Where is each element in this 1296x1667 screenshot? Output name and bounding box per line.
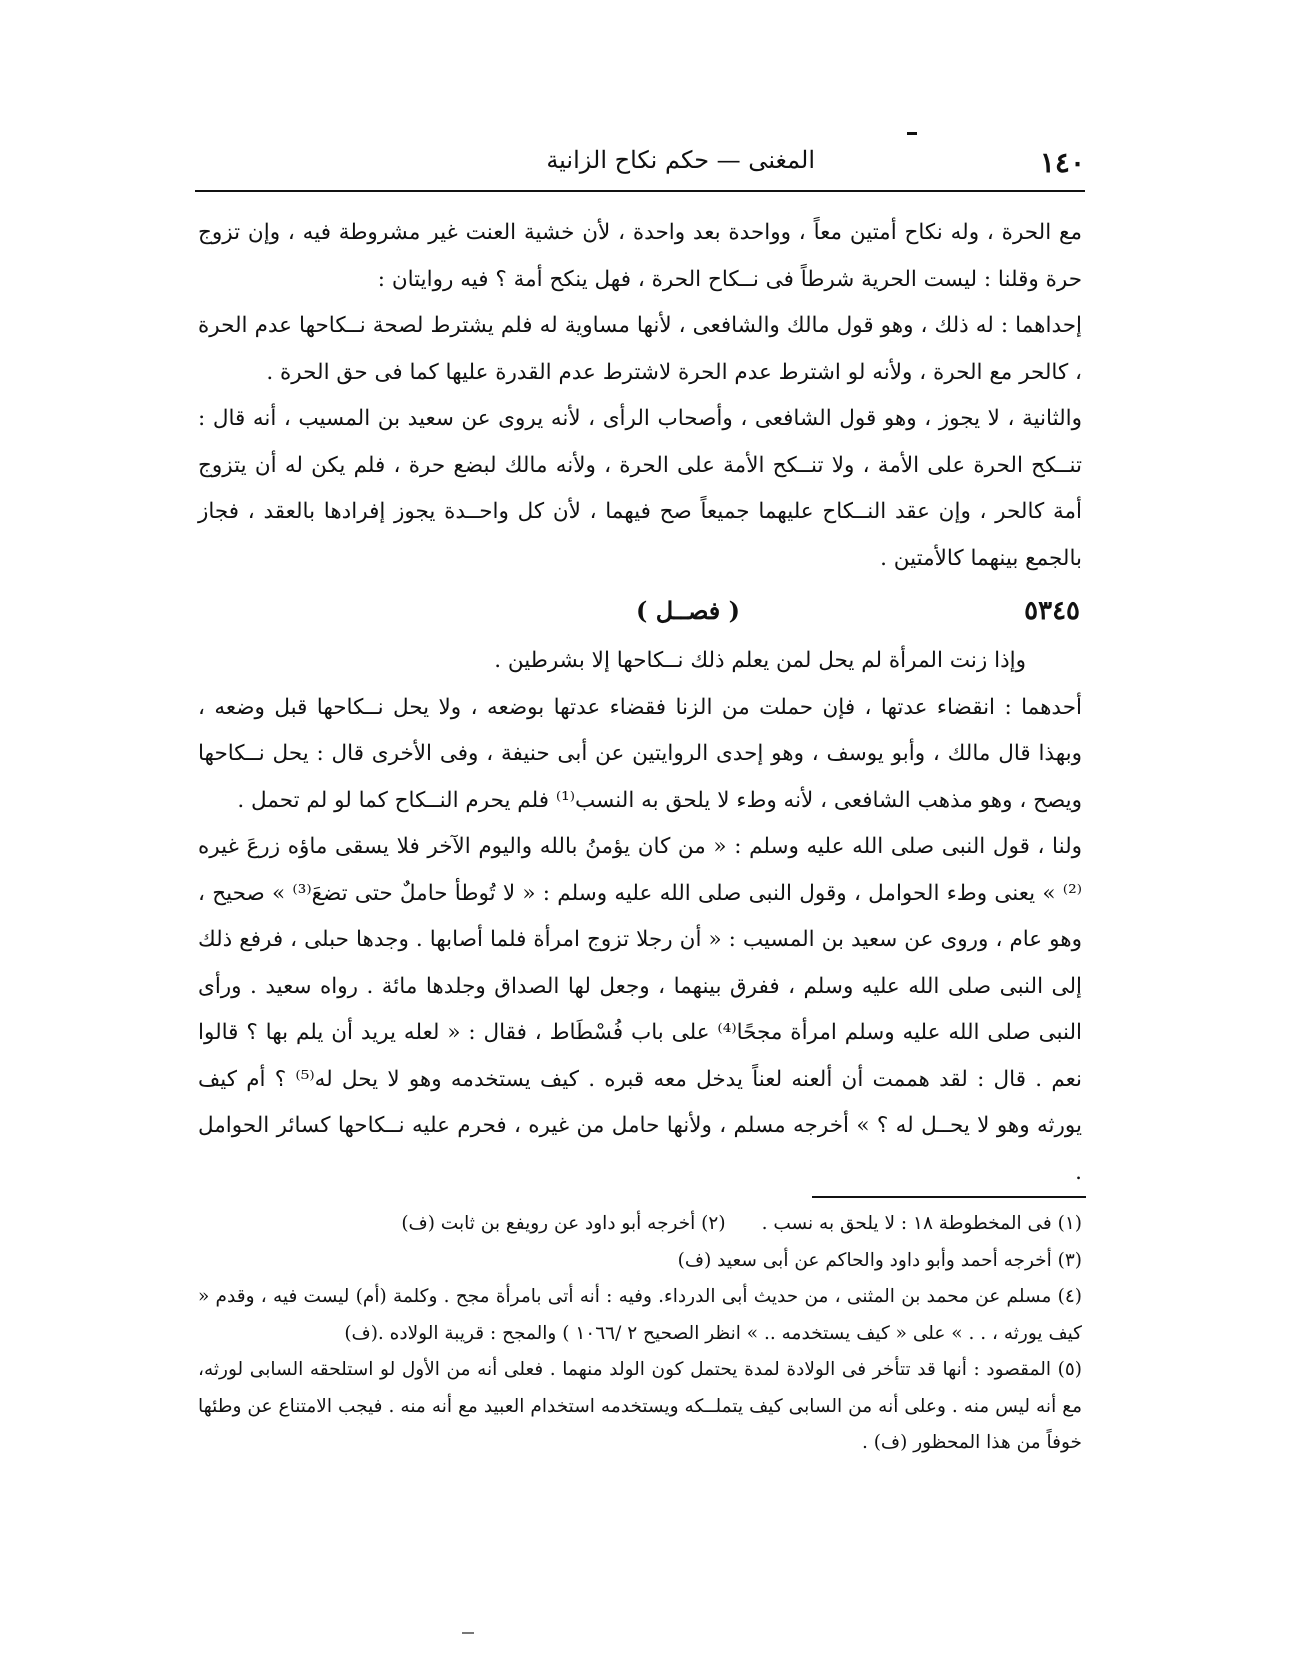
paragraph-4: وإذا زنت المرأة لم يحل لمن يعلم ذلك نــكاحها إلا بشرطين .: [494, 648, 1026, 673]
paragraph-3: والثانية ، لا يجوز ، وهو قول الشافعى ، وأصحاب الرأى ، لأنه يروى عن سعيد بن المسيب ، أنه قال : تنــكح الحرة على الأمة ، ولا تنــكح الأمة على الحرة ، ولأنه مالك لبضع حرة ، فلم يكن له أن يتزوج أمة كالحر ، وإن عقد النــكاح عليهما جميعاً صح فيهما ، لأن كل واحــدة يجوز إفرادها بالعقد ، فجاز بالجمع بينهما كالأمتين .: [198, 406, 1082, 571]
paragraph-1: مع الحرة ، وله نكاح أمتين معاً ، وواحدة بعد واحدة ، لأن خشية العنت غير مشروطة فيه ، وإن تزوج حرة وقلنا : ليست الحرية شرطاً فى نــكاح الحرة ، فهل ينكح أمة ؟ فيه روايتان :: [198, 220, 1082, 292]
paragraph-6: ولنا ، قول النبى صلى الله عليه وسلم : « من كان يؤمنُ بالله واليوم الآخر فلا يسقى ماؤه زرعَ غيره ⁽²⁾ » يعنى وطء الحوامل ، وقول النبى صلى الله عليه وسلم : « لا تُوطأ حاملٌ حتى تضعَ⁽³⁾ » صحيح ، وهو عام ، وروى عن سعيد بن المسيب : « أن رجلا تزوج امرأة فلما أصابها . وجدها حبلى ، فرفع ذلك إلى النبى صلى الله عليه وسلم ، ففرق بينهما ، وجعل لها الصداق وجلدها مائة . رواه سعيد . ورأى النبى صلى الله عليه وسلم امرأة مجحًا⁽⁴⁾ على باب فُسْطَاط ، فقال : « لعله يريد أن يلم بها ؟ قالوا نعم . قال : لقد هممت أن ألعنه لعناً يدخل معه قبره . كيف يستخدمه وهو لا يحل له⁽⁵⁾ ؟ أم كيف يورثه وهو لا يحــل له ؟ » أخرجه مسلم ، ولأنها حامل من غيره ، فحرم عليه نــكاحها كسائر الحوامل .: [198, 834, 1082, 1185]
main-text: [198, 210, 1082, 1196]
section-number: ٥٣٤٥: [1024, 596, 1080, 626]
scan-mark: [462, 1632, 474, 1634]
section-heading: [198, 588, 1082, 636]
footnote-2: (٢) أخرجه أبو داود عن رويفع بن ثابت (ف): [401, 1213, 726, 1234]
page-number: ١٤٠: [1039, 146, 1085, 179]
footnote-3: (٣) أخرجه أحمد وأبو داود والحاكم عن أبى سعيد (ف): [677, 1249, 1082, 1271]
footnote-1: (١) فى المخطوطة ١٨ : لا يلحق به نسب .: [761, 1213, 1082, 1234]
paragraph-5: أحدهما : انقضاء عدتها ، فإن حملت من الزنا فقضاء عدتها بوضعه ، ولا يحل نــكاحها قبل وضعه ، وبهذا قال مالك ، وأبو يوسف ، وهو إحدى الروايتين عن أبى حنيفة ، وفى الأخرى قال : يحل نــكاحها ويصح ، وهو مذهب الشافعى ، لأنه وطء لا يلحق به النسب⁽¹⁾ فلم يحرم النــكاح كما لو لم تحمل .: [198, 694, 1082, 813]
header-divider: [195, 190, 1085, 192]
footnote-5: (٥) المقصود : أنها قد تتأخر فى الولادة لمدة يحتمل كون الولد منهما . فعلى أنه من الأول لو استلحقه السابى لورثه، مع أنه ليس منه . وعلى أنه من السابى كيف يتملــكه ويستخدمه استخدام العبيد مع أنه منه . فيجب الامتناع عن وطئها خوفاً من هذا المحظور (ف) .: [198, 1359, 1082, 1453]
running-title: المغنى — حكم نكاح الزانية: [546, 146, 815, 174]
footnote-divider: [812, 1196, 1086, 1198]
paragraph-2: إحداهما : له ذلك ، وهو قول مالك والشافعى ، لأنها مساوية له فلم يشترط لصحة نــكاحها عدم الحرة ، كالحر مع الحرة ، ولأنه لو اشترط عدم الحرة لاشترط عدم القدرة عليها كما فى حق الحرة .: [198, 313, 1082, 385]
header-mark: [907, 132, 917, 135]
footnotes: [198, 1206, 1082, 1462]
footnote-4: (٤) مسلم عن محمد بن المثنى ، من حديث أبى الدرداء. وفيه : أنه أتى بامرأة مجح . وكلمة (أم) ليست فيه ، وقدم « كيف يورثه ، . . » على « كيف يستخدمه .. » انظر الصحيح ٢ /١٠٦٦ ) والمجح : قريبة الولاده .(ف): [198, 1286, 1082, 1344]
section-title: ( فصــل ): [636, 596, 740, 625]
page-header: [195, 128, 1085, 188]
footnote-line-1: [198, 1206, 1082, 1243]
